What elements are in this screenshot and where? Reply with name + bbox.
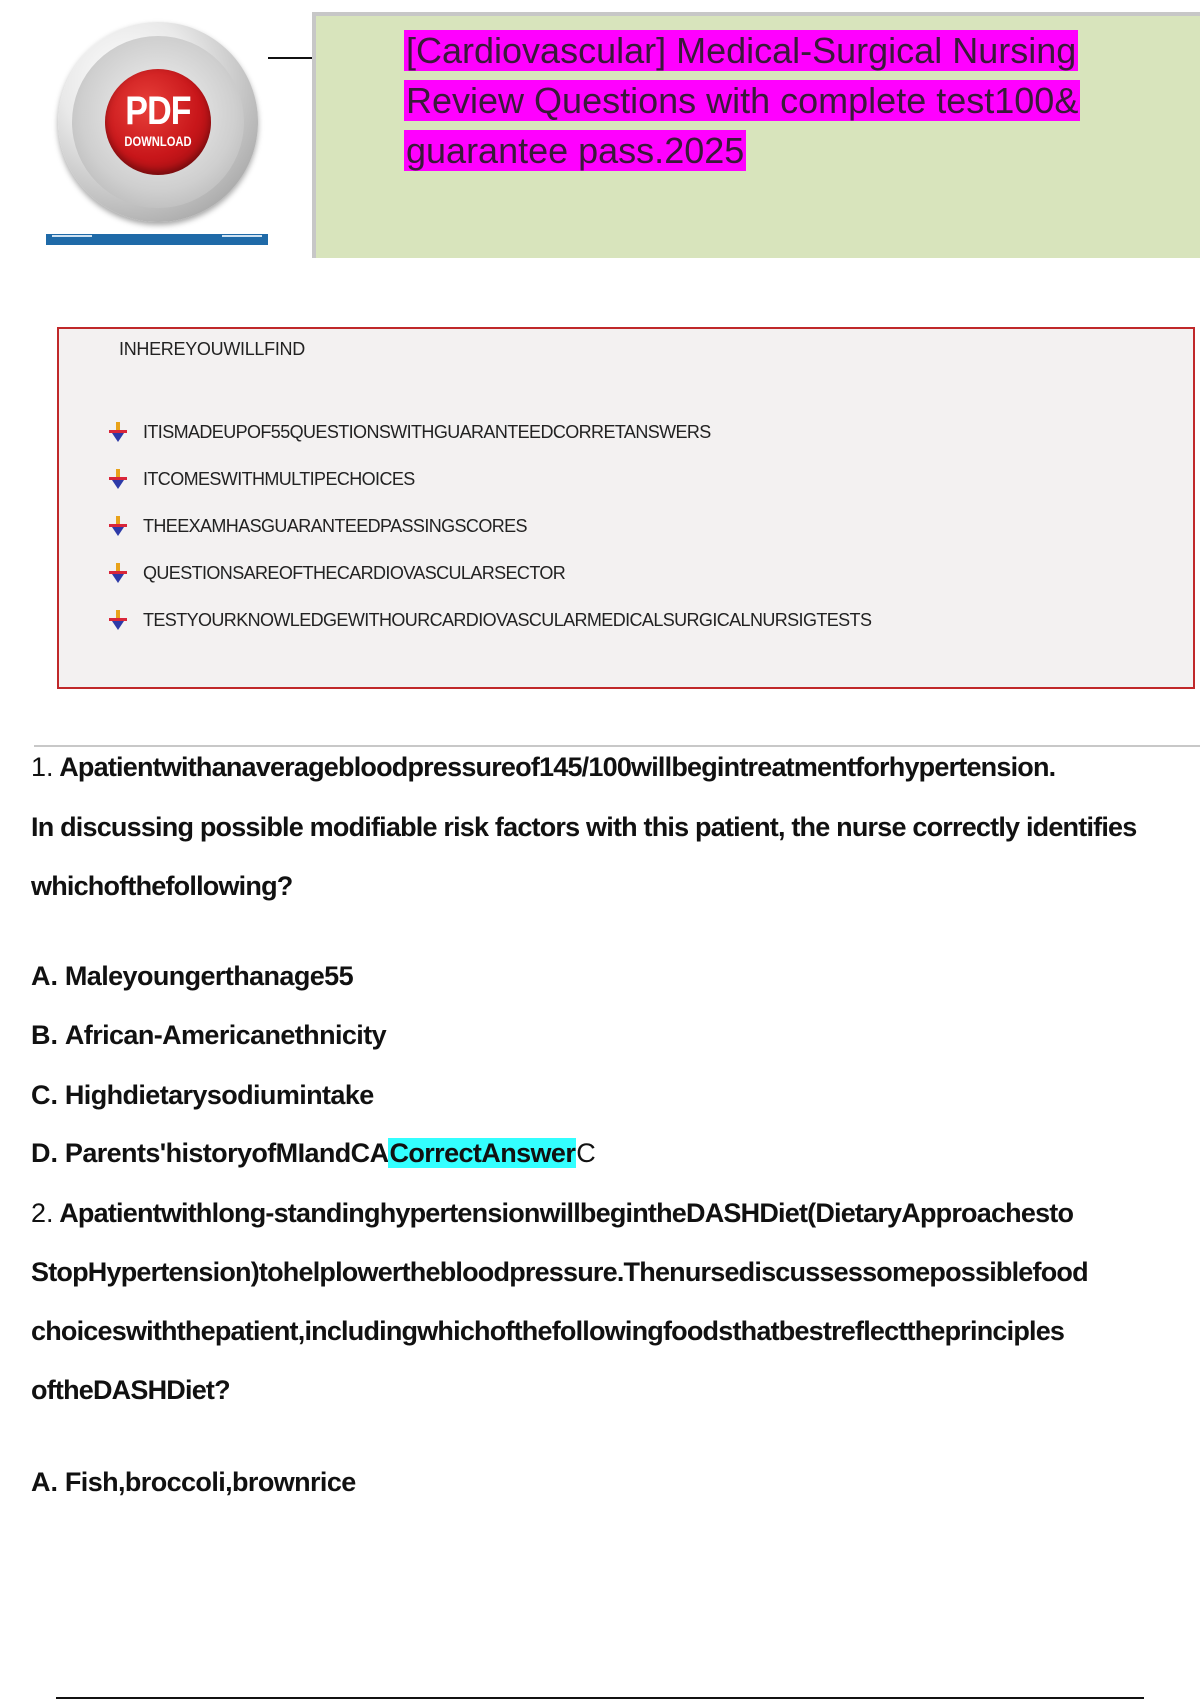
title-line: Review Questions with complete test100& xyxy=(406,80,1079,121)
question-text: In discussing possible modifiable risk factors with this patient, the nurse correctly identifies xyxy=(31,812,1137,842)
title-line: guarantee pass.2025 xyxy=(406,130,745,171)
option-text: Parents'historyofMIandCA xyxy=(64,1138,389,1168)
info-list-item xyxy=(107,503,871,550)
arrow-down-bullet-icon xyxy=(107,562,143,586)
option-text: Maleyoungerthanage55 xyxy=(64,961,353,991)
info-item-text: TESTYOURKNOWLEDGEWITHOURCARDIOVASCULARMEDICALSURGICALNURSIGTESTS xyxy=(143,610,872,630)
question-number: 2. xyxy=(31,1198,54,1228)
info-item-text: QUESTIONSAREOFTHECARDIOVASCULARSECTOR xyxy=(143,563,566,583)
arrow-down-bullet-icon xyxy=(107,515,143,539)
connector-line xyxy=(268,57,316,59)
question-text: choiceswiththepatient,includingwhichofthefollowingfoodsthatbestreflecttheprinciples xyxy=(31,1316,1065,1346)
option-text: Fish,broccoli,brownrice xyxy=(64,1467,356,1497)
option-letter: A. xyxy=(31,1467,58,1497)
option-letter: C. xyxy=(31,1080,58,1110)
title-line: [Cardiovascular] Medical-Surgical Nursing xyxy=(406,30,1077,71)
question-1-line xyxy=(31,752,1200,783)
info-list-item xyxy=(107,456,871,503)
option-text: African-Americanethnicity xyxy=(64,1020,386,1050)
page-bottom-rule xyxy=(56,1697,1144,1699)
info-list xyxy=(107,409,871,644)
info-item-text: ITCOMESWITHMULTIPECHOICES xyxy=(143,469,415,489)
answer-option xyxy=(31,961,353,992)
correct-answer-label: CorrectAnswer xyxy=(389,1138,576,1168)
question-text: whichofthefollowing? xyxy=(31,871,293,901)
answer-option xyxy=(31,1020,386,1051)
answer-option xyxy=(31,1467,356,1498)
option-letter: A. xyxy=(31,961,58,991)
document-title xyxy=(404,26,1164,176)
info-item-text: ITISMADEUPOF55QUESTIONSWITHGUARANTEEDCORRETANSWERS xyxy=(143,422,711,442)
pdf-download-logo xyxy=(46,14,270,249)
question-text: Apatientwithanaveragebloodpressureof145/100willbegintreatmentforhypertension. xyxy=(59,752,1056,782)
info-box xyxy=(57,327,1195,689)
info-item-text: THEEXAMHASGUARANTEEDPASSINGSCORES xyxy=(143,516,527,536)
question-2-line xyxy=(31,1198,1200,1229)
answer-option xyxy=(31,1080,374,1111)
question-number: 1. xyxy=(31,752,54,782)
option-text: Highdietarysodiumintake xyxy=(64,1080,374,1110)
answer-option xyxy=(31,1138,595,1169)
title-box xyxy=(312,12,1200,258)
arrow-down-bullet-icon xyxy=(107,421,143,445)
arrow-down-bullet-icon xyxy=(107,609,143,633)
info-list-item xyxy=(107,409,871,456)
correct-answer-value: C xyxy=(576,1138,596,1168)
section-divider xyxy=(34,745,1200,747)
info-list-item xyxy=(107,597,871,644)
option-letter: D. xyxy=(31,1138,58,1168)
logo-footer-bar xyxy=(46,234,268,245)
logo-subword: DOWNLOAD xyxy=(124,133,192,149)
info-heading: INHEREYOUWILLFIND xyxy=(119,339,305,359)
question-text: StopHypertension)tohelplowerthebloodpressure.Thenursediscussessomepossiblefood xyxy=(31,1257,1088,1287)
question-text: oftheDASHDiet? xyxy=(31,1375,230,1405)
info-list-item xyxy=(107,550,871,597)
option-letter: B. xyxy=(31,1020,58,1050)
question-text: Apatientwithlong-standinghypertensionwillbegintheDASHDiet(DietaryApproachesto xyxy=(59,1198,1074,1228)
logo-word: PDF xyxy=(125,89,191,133)
arrow-down-bullet-icon xyxy=(107,468,143,492)
pdf-badge-icon xyxy=(58,22,258,222)
